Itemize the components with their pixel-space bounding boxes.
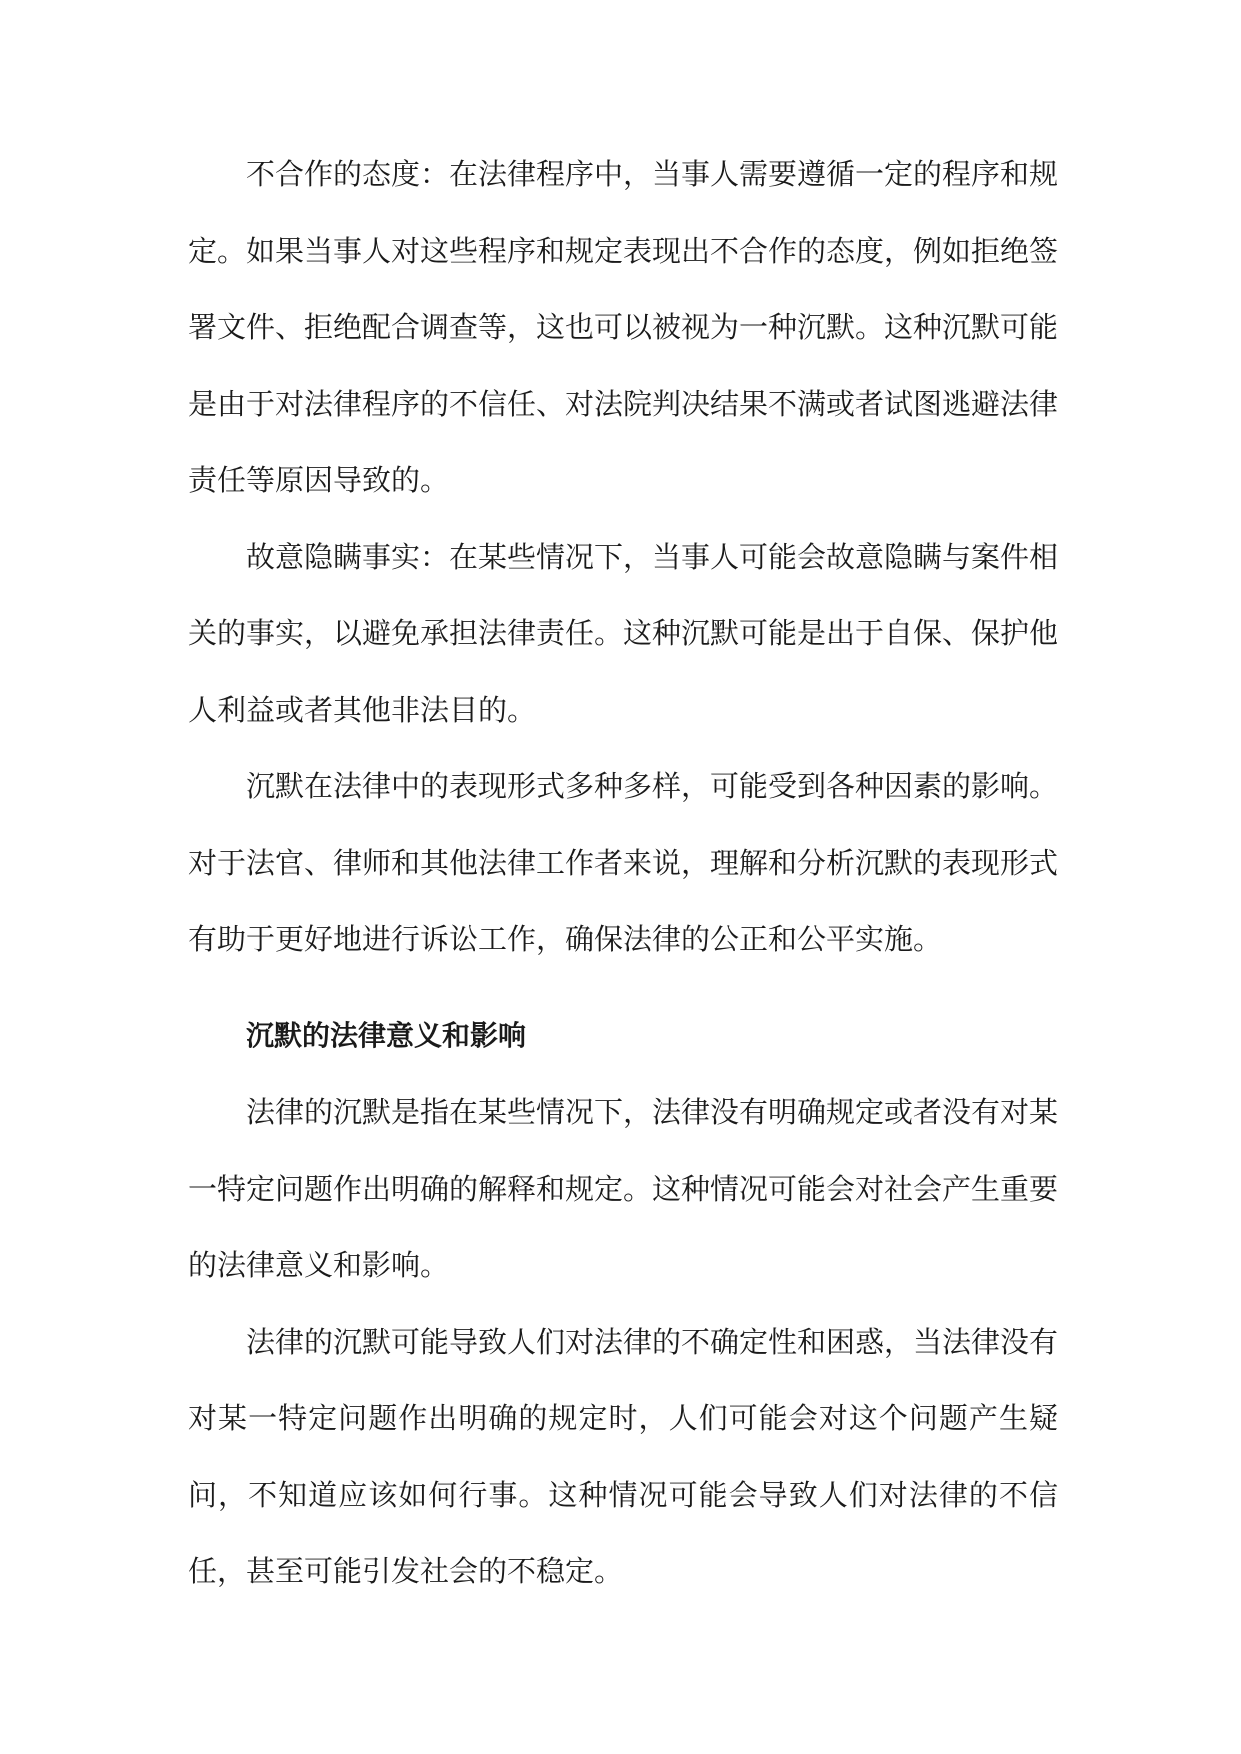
paragraph-silence-forms-summary: 沉默在法律中的表现形式多种多样，可能受到各种因素的影响。对于法官、律师和其他法律工作者来说，理解和分析沉默的表现形式有助于更好地进行诉讼工作，确保法律的公正和公平实施。 [188, 769, 1059, 956]
paragraph-legal-silence-definition: 法律的沉默是指在某些情况下，法律没有明确规定或者没有对某一特定问题作出明确的解释和规定。这种情况可能会对社会产生重要的法律意义和影响。 [188, 1095, 1059, 1282]
section-heading: 沉默的法律意义和影响 [246, 1018, 527, 1052]
paragraph-concealing-facts: 故意隐瞒事实：在某些情况下，当事人可能会故意隐瞒与案件相关的事实，以避免承担法律责任。这种沉默可能是出于自保、保护他人利益或者其他非法目的。 [188, 539, 1059, 727]
paragraph-uncooperative-attitude: 不合作的态度：在法律程序中，当事人需要遵循一定的程序和规定。如果当事人对这些程序和规定表现出不合作的态度，例如拒绝签署文件、拒绝配合调查等，这也可以被视为一种沉默。这种沉默可能是由于对法律程序的不信任、对法院判决结果不满或者试图逃避法律责任等原因导致的。 [188, 157, 1059, 497]
document-body [188, 136, 1058, 1610]
paragraph-legal-silence-effects: 法律的沉默可能导致人们对法律的不确定性和困惑，当法律没有对某一特定问题作出明确的规定时，人们可能会对这个问题产生疑问，不知道应该如何行事。这种情况可能会导致人们对法律的不信任，甚至可能引发社会的不稳定。 [188, 1324, 1059, 1588]
